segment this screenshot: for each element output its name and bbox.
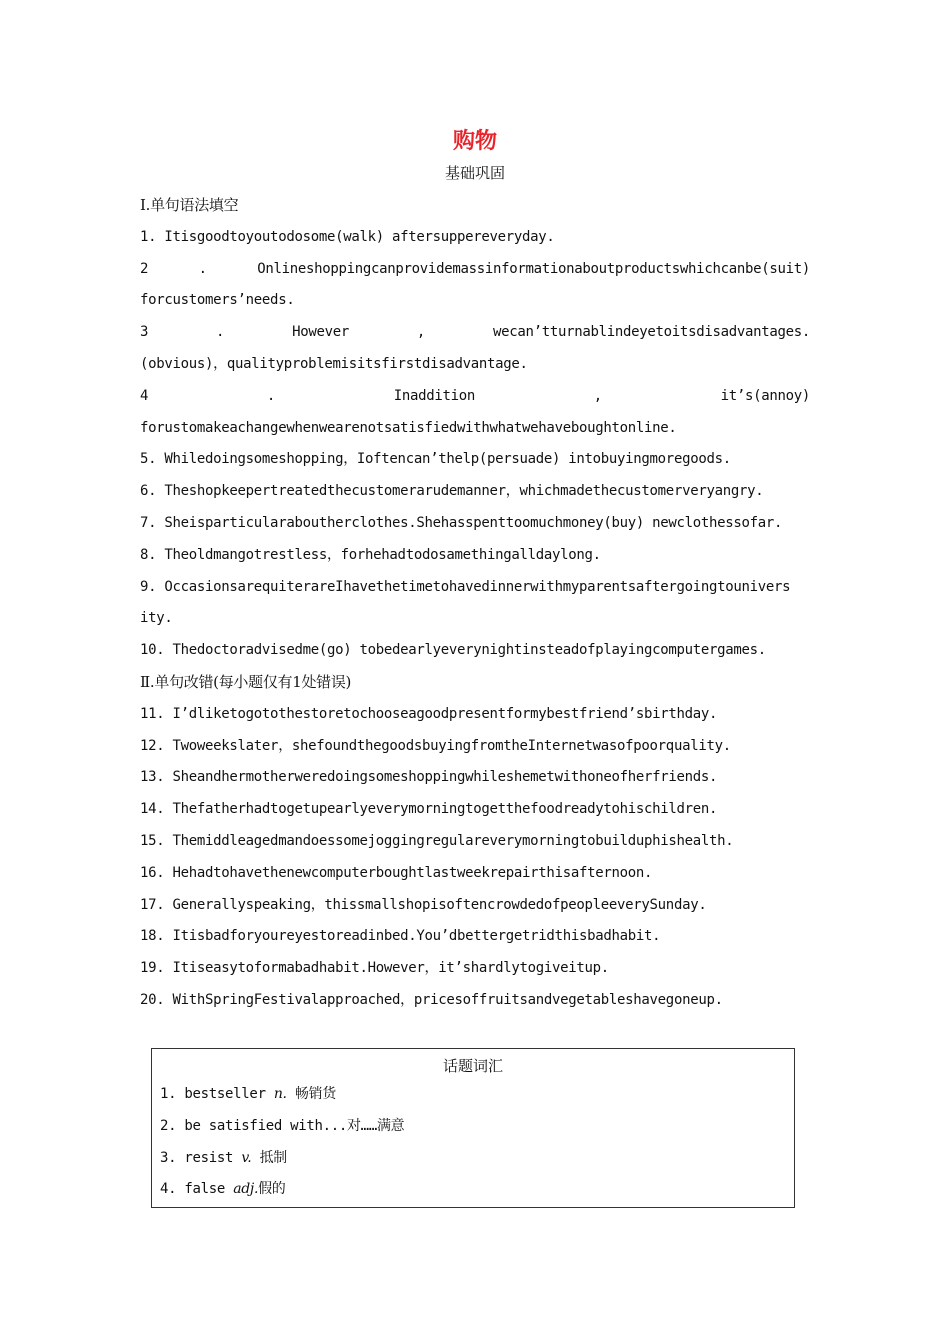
- question-13: 13. Sheandhermotherweredoingsomeshoppingwhileshemetwithoneofherfriends.: [140, 769, 718, 786]
- vocab-word: bestseller: [184, 1086, 266, 1102]
- vocab-word: be satisfied with...: [184, 1117, 347, 1134]
- vocab-item: [160, 1111, 794, 1143]
- question-12: 12. Twoweekslater，shefoundthegoodsbuyingfromtheInternetwasofpoorquality.: [140, 737, 731, 754]
- question-17: 17. Generallyspeaking，thissmallshopisoftencrowdedofpeopleeverySunday.: [140, 896, 707, 913]
- vocab-meaning: 对……满意: [346, 1117, 405, 1134]
- question-15: 15. Themiddleagedmandoessomejoggingregulareverymorningtobuilduphishealth.: [140, 832, 734, 849]
- vocab-part-of-speech: v.: [241, 1149, 252, 1166]
- question-2-line-1: 2 . Onlineshoppingcanprovidemassinformationaboutproductswhichcanbe(suit): [140, 260, 810, 277]
- question-2-line-2: forcustomers’needs.: [140, 292, 295, 309]
- question-4-line-2: forustomakeachangewhenwearenotsatisfiedwithwhatwehaveboughtonline.: [140, 419, 677, 436]
- question-6: 6. Theshopkeepertreatedthecustomerarudemanner，whichmadethecustomerveryangry.: [140, 483, 764, 500]
- vocab-word: false: [184, 1181, 226, 1198]
- vocab-item: [160, 1079, 794, 1111]
- vocabulary-box: [151, 1048, 795, 1208]
- vocab-part-of-speech: adj.: [233, 1181, 259, 1198]
- vocab-number: 2.: [160, 1117, 177, 1134]
- vocab-meaning: 抵制: [259, 1149, 287, 1166]
- vocab-number: 3.: [160, 1149, 177, 1166]
- question-18: 18. Itisbadforyoureyestoreadinbed.You’dbettergetridthisbadhabit.: [140, 928, 661, 945]
- question-4-line-1: 4 . Inaddition , it’s(annoy): [140, 387, 810, 404]
- vocab-word: resist: [184, 1149, 234, 1166]
- question-3-line-1: 3 . However , wecan’tturnablindeyetoitsdisadvantages.: [140, 324, 810, 341]
- page-title: 购物: [452, 128, 497, 154]
- section-heading: Ⅰ.单句语法填空: [140, 196, 239, 214]
- question-9-line-1: 9. OccasionsarequiterareIhavethetimetohavedinnerwithmyparentsaftergoingtounivers: [140, 578, 791, 595]
- question-8: 8. Theoldmangotrestless，forhehadtodosamethingalldaylong.: [140, 546, 601, 563]
- question-20: 20. WithSpringFestivalapproached，pricesoffruitsandvegetableshavegoneup.: [140, 991, 723, 1008]
- question-3-line-2: (obvious)，qualityproblemisitsfirstdisadvantage.: [140, 355, 528, 372]
- question-7: 7. Sheisparticularaboutherclothes.Shehasspenttoomuchmoney(buy) newclothessofar.: [140, 514, 783, 531]
- vocab-meaning: 假的: [258, 1181, 286, 1198]
- question-9-line-2: ity.: [140, 610, 173, 627]
- vocab-item: [160, 1143, 794, 1175]
- page-subtitle: 基础巩固: [444, 164, 505, 182]
- section-heading: Ⅱ.单句改错(每小题仅有1处错误): [140, 672, 352, 691]
- vocab-meaning: 畅销货: [294, 1086, 336, 1102]
- question-5: 5. Whiledoingsomeshopping，Ioftencan’thelp(persuade) intobuyingmoregoods.: [140, 451, 731, 468]
- vocab-item: [160, 1174, 794, 1206]
- vocab-number: 1.: [160, 1086, 177, 1102]
- question-11: 11. I’dliketogotothestoretochooseagoodpresentformybestfriend’sbirthday.: [140, 705, 718, 722]
- question-10: 10. Thedoctoradvisedme(go) tobedearlyeverynightinsteadofplayingcomputergames.: [140, 642, 766, 659]
- exercise-body: [140, 190, 810, 1017]
- question-19: 19. Itiseasytoformabadhabit.However，it’shardlytogiveitup.: [140, 960, 609, 977]
- question-16: 16. Hehadtohavethenewcomputerboughtlastweekrepairthisafternoon.: [140, 864, 653, 881]
- vocabulary-title: 话题词汇: [442, 1057, 503, 1075]
- vocab-number: 4.: [160, 1181, 177, 1198]
- vocab-part-of-speech: n.: [273, 1086, 287, 1102]
- question-14: 14. Thefatherhadtogetupearlyeverymorningtogetthefoodreadytohischildren.: [140, 801, 718, 818]
- question-1: 1. Itisgoodtoyoutodosome(walk) aftersuppereveryday.: [140, 228, 555, 245]
